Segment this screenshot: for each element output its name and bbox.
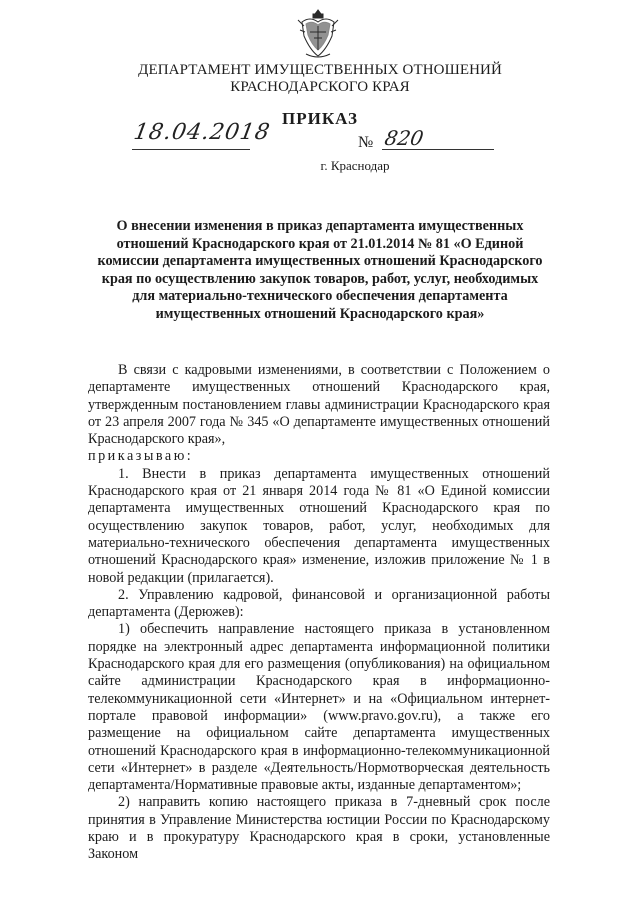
- handwritten-number: 820: [382, 126, 426, 150]
- paragraph-subitem-2: 2) направить копию настоящего приказа в 7-дневный срок после принятия в Управление Министерства юстиции России по Краснодарскому краю и в прокуратуру Краснодарского края в сроки, установленные Законом: [88, 794, 550, 863]
- subject-line: О внесении изменения в приказ департамента имущественных: [116, 218, 524, 234]
- handwritten-date: 18.04.2018: [131, 120, 273, 145]
- subject-line: комиссии департамента имущественных отношений Краснодарского: [97, 253, 543, 270]
- order-body: [88, 362, 550, 864]
- paragraph-item-2: 2. Управлению кадровой, финансовой и организационной работы департамента (Дерюжев):: [88, 586, 550, 621]
- subject-line: края по осуществлению закупок товаров, работ, услуг, необходимых: [101, 270, 539, 287]
- number-label: №: [358, 134, 374, 151]
- subject-line: имущественных отношений Краснодарского края»: [155, 305, 485, 322]
- coat-of-arms-emblem: [296, 8, 340, 60]
- department-name-line-1: ДЕПАРТАМЕНТ ИМУЩЕСТВЕННЫХ ОТНОШЕНИЙ: [138, 62, 502, 78]
- order-subject: [90, 218, 550, 324]
- subject-line: отношений Краснодарского края от 21.01.2014 № 81 «О Единой: [116, 235, 524, 252]
- paragraph-preamble: В связи с кадровыми изменениями, в соответствии с Положением о департаменте имущественных отношений Краснодарского края, утвержденным постановлением главы администрации Краснодарского края от 23 апреля 2007 года № 345 «О департаменте имущественных отношений Краснодарского края»,: [88, 362, 550, 448]
- subject-line: для материально-технического обеспечения департамента: [132, 288, 508, 305]
- number-underline: [382, 149, 494, 150]
- paragraph-order-word: приказываю:: [88, 448, 194, 465]
- paragraph-subitem-1: 1) обеспечить направление настоящего приказа в установленном порядке на электронный адрес департамента информационной политики Краснодарского края для его размещения (опубликования) на официальном сайте администрации Краснодарского края в информационно-телекоммуникационной сети «Интернет» и на «Официальном интернет-портале правовой информации» (www.pravo.gov.ru), а также его размещение на официальном сайте департамента имущественных отношений Краснодарского края в информационно-телекоммуникационной сети «Интернет» в разделе «Деятельность/Нормотворческая деятельность департамента/Нормативные правовые акты, изданные департаментом»;: [88, 621, 550, 794]
- department-name-line-2: КРАСНОДАРСКОГО КРАЯ: [230, 79, 410, 95]
- document-title: ПРИКАЗ: [282, 109, 358, 128]
- date-underline: [132, 149, 250, 150]
- paragraph-item-1: 1. Внести в приказ департамента имущественных отношений Краснодарского края от 21 января 2014 года № 81 «О Единой комиссии департамента имущественных отношений Краснодарского края по осуществлению закупок товаров, работ, услуг, необходимых для материально-технического обеспечения департамента имущественных отношений Краснодарского края» изменение, изложив приложение № 1 в новой редакции (прилагается).: [88, 465, 550, 586]
- city-name: г. Краснодар: [320, 158, 390, 173]
